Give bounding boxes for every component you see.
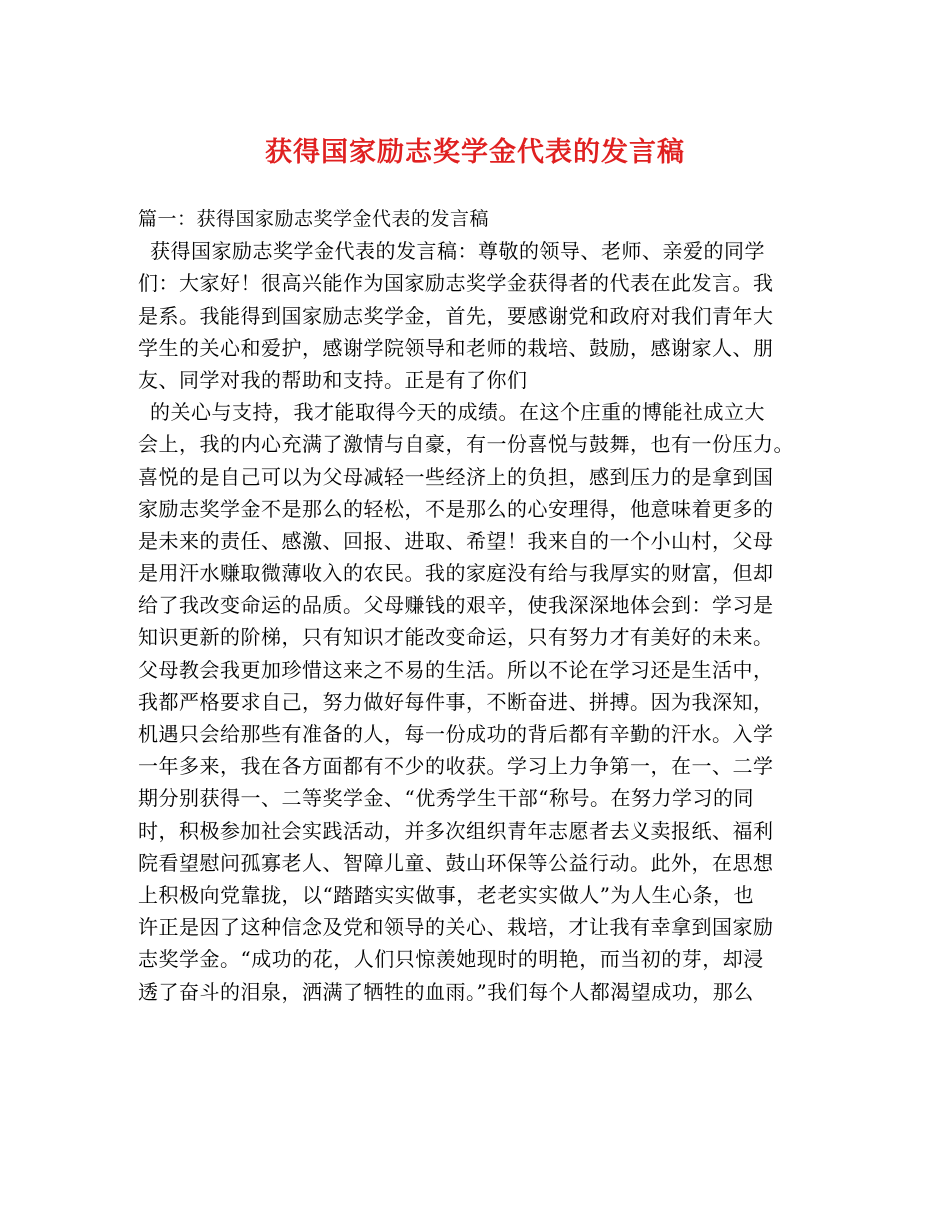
paragraph-line: 给了我改变命运的品质。父母赚钱的艰辛，使我深深地体会到：学习是 [138,593,774,618]
paragraph-line: 是未来的责任、感激、回报、进取、希望！我来自的一个小山村，父母 [138,528,774,553]
paragraph-line: 的关心与支持，我才能取得今天的成绩。在这个庄重的博能社成立大 [150,400,765,425]
paragraph-line: 时，积极参加社会实践活动，并多次组织青年志愿者去义卖报纸、福利 [138,818,774,843]
paragraph-line: 机遇只会给那些有准备的人，每一份成功的背后都有辛勤的汗水。入学 [138,722,774,746]
paragraph-line: 期分别获得一、二等奖学金、“优秀学生干部“称号。在努力学习的同 [138,786,754,811]
paragraph-line: 知识更新的阶梯，只有知识才能改变命运，只有努力才有美好的未来。 [138,625,774,650]
paragraph-line: 许正是因了这种信念及党和领导的关心、栽培，才让我有幸拿到国家励 [138,915,774,940]
paragraph-line: 院看望慰问孤寡老人、智障儿童、鼓山环保等公益行动。此外，在思想 [138,850,774,875]
document-body [138,203,828,1008]
paragraph-line: 上积极向党靠拢，以“踏踏实实做事，老老实实做人”为人生心条，也 [138,882,754,907]
paragraph-line: 会上，我的内心充满了激情与自豪，有一份喜悦与鼓舞，也有一份压力。 [138,432,794,457]
section-heading: 篇一：获得国家励志奖学金代表的发言稿 [138,208,490,230]
paragraph-line: 透了奋斗的泪泉，洒满了牺牲的血雨。”我们每个人都渴望成功，那么 [138,979,754,1004]
paragraph-line: 是系。我能得到国家励志奖学金，首先，要感谢党和政府对我们青年大 [138,303,774,328]
paragraph-line: 我都严格要求自己，努力做好每件事，不断奋进、拼搏。因为我深知， [138,689,774,714]
paragraph-line: 学生的关心和爱护，感谢学院领导和老师的栽培、鼓励，感谢家人、朋 [138,335,774,360]
document-title: 获得国家励志奖学金代表的发言稿 [265,137,685,168]
paragraph-line: 喜悦的是自己可以为父母减轻一些经济上的负担，感到压力的是拿到国 [138,464,774,489]
paragraph-line: 们：大家好！很高兴能作为国家励志奖学金获得者的代表在此发言。我 [138,271,774,296]
paragraph-line: 父母教会我更加珍惜这来之不易的生活。所以不论在学习还是生活中， [138,657,774,682]
paragraph-line: 获得国家励志奖学金代表的发言稿：尊敬的领导、老师、亲爱的同学 [150,239,765,264]
paragraph-line: 志奖学金。“成功的花，人们只惊羡她现时的明艳，而当初的芽，却浸 [138,947,764,972]
paragraph-line: 友、同学对我的帮助和支持。正是有了你们 [138,367,528,392]
paragraph-line: 是用汗水赚取微薄收入的农民。我的家庭没有给与我厚实的财富，但却 [138,561,774,586]
paragraph-line: 家励志奖学金不是那么的轻松，不是那么的心安理得，他意味着更多的 [138,496,774,521]
paragraph-line: 一年多来，我在各方面都有不少的收获。学习上力争第一，在一、二学 [138,754,774,779]
